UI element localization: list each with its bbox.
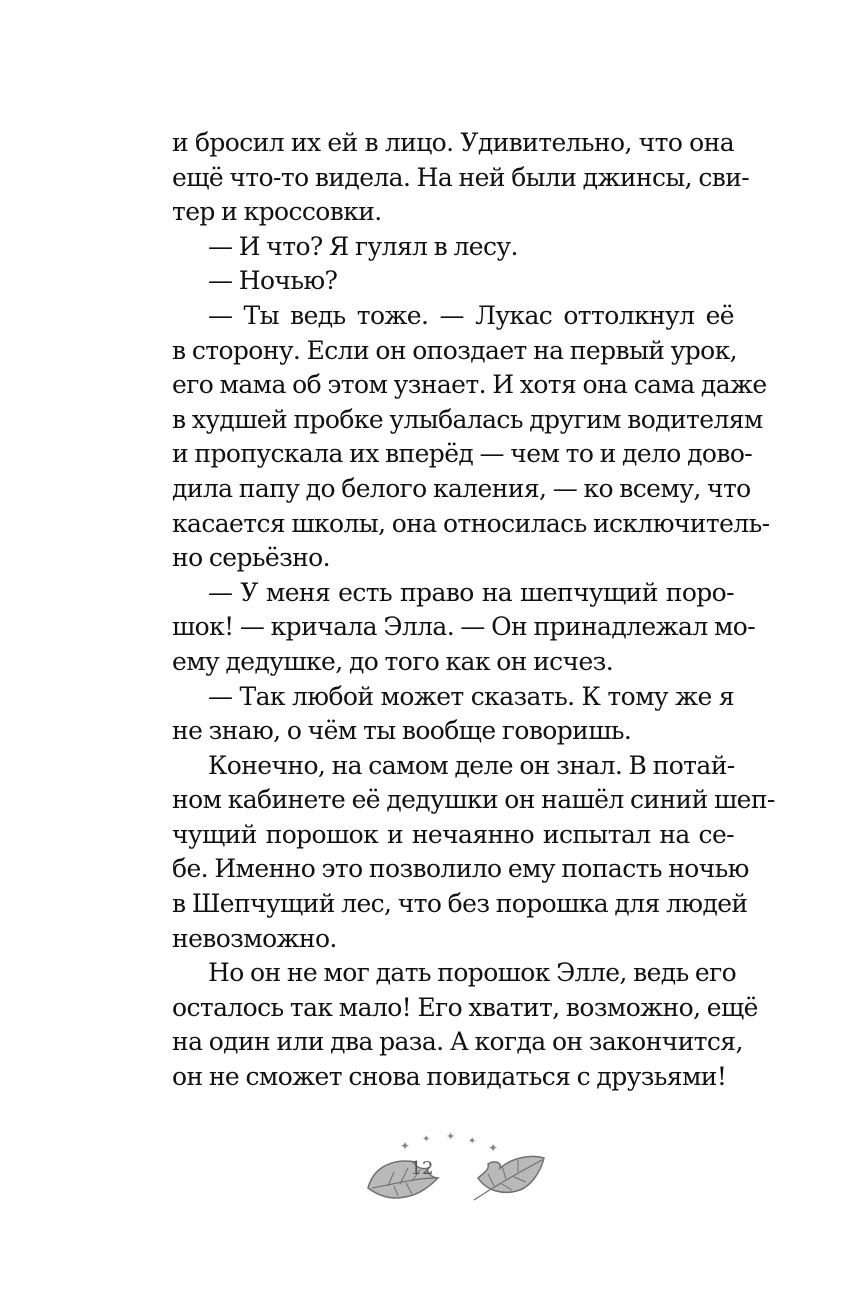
svg-text:✦: ✦ (400, 1139, 411, 1153)
text-line: дила папу до белого каления, — ко всему, что (172, 473, 751, 503)
text-line: ему дедушке, до того как он исчез. (172, 646, 614, 676)
text-line: чущий порошок и нечаянно испытал на се- (172, 819, 734, 849)
page-footer (0, 1128, 844, 1208)
text-line: в сторону. Если он опоздает на первый урок, (172, 335, 737, 365)
page-number: 12 (410, 1158, 434, 1179)
text-line: и бросил их ей в лицо. Удивительно, что она (172, 128, 734, 157)
text-line: Конечно, на самом деле он знал. В потай- (208, 750, 735, 780)
text-line: он не сможет снова повидаться с друзьями! (172, 1062, 727, 1092)
text-line: бе. Именно это позволило ему попасть ночью (172, 854, 749, 884)
svg-text:✦: ✦ (488, 1141, 499, 1155)
text-line: — Так любой может сказать. К тому же я (208, 681, 734, 711)
svg-text:✦: ✦ (446, 1130, 456, 1143)
text-line: касается школы, она относилась исключитель- (172, 508, 770, 538)
text-line: в худшей пробке улыбалась другим водителям (172, 404, 763, 434)
text-line: — Ты ведь тоже. — Лукас оттолкнул её (208, 300, 734, 330)
text-line: ном кабинете её дедушки он нашёл синий шеп- (172, 785, 775, 815)
text-line: на один или два раза. А когда он закончится, (172, 1027, 743, 1057)
text-line: тер и кроссовки. (172, 197, 382, 227)
text-line: — И что? Я гулял в лесу. (208, 231, 518, 261)
text-line: осталось так мало! Его хватит, возможно, ещё (172, 992, 758, 1022)
text-line: в Шепчущий лес, что без порошка для людей (172, 889, 748, 919)
text-line: ещё что-то видела. На ней были джинсы, сви- (172, 162, 750, 192)
svg-text:✦: ✦ (468, 1136, 477, 1147)
text-line: и пропускала их вперёд — чем то и дело дово- (172, 439, 753, 469)
text-line: невозможно. (172, 923, 337, 953)
text-line: не знаю, о чём ты вообще говоришь. (172, 716, 632, 746)
text-line: — Ночью? (208, 266, 338, 296)
text-line: его мама об этом узнает. И хотя она сама даже (172, 370, 767, 400)
text-line: Но он не мог дать порошок Элле, ведь его (208, 958, 737, 988)
text-line: шок! — кричала Элла. — Он принадлежал мо- (172, 612, 756, 642)
leaf-right-icon (468, 1144, 548, 1204)
text-line: но серьёзно. (172, 543, 330, 573)
svg-text:✦: ✦ (422, 1134, 431, 1145)
text-block (172, 126, 775, 1095)
text-line: — У меня есть право на шепчущий поро- (208, 577, 734, 607)
